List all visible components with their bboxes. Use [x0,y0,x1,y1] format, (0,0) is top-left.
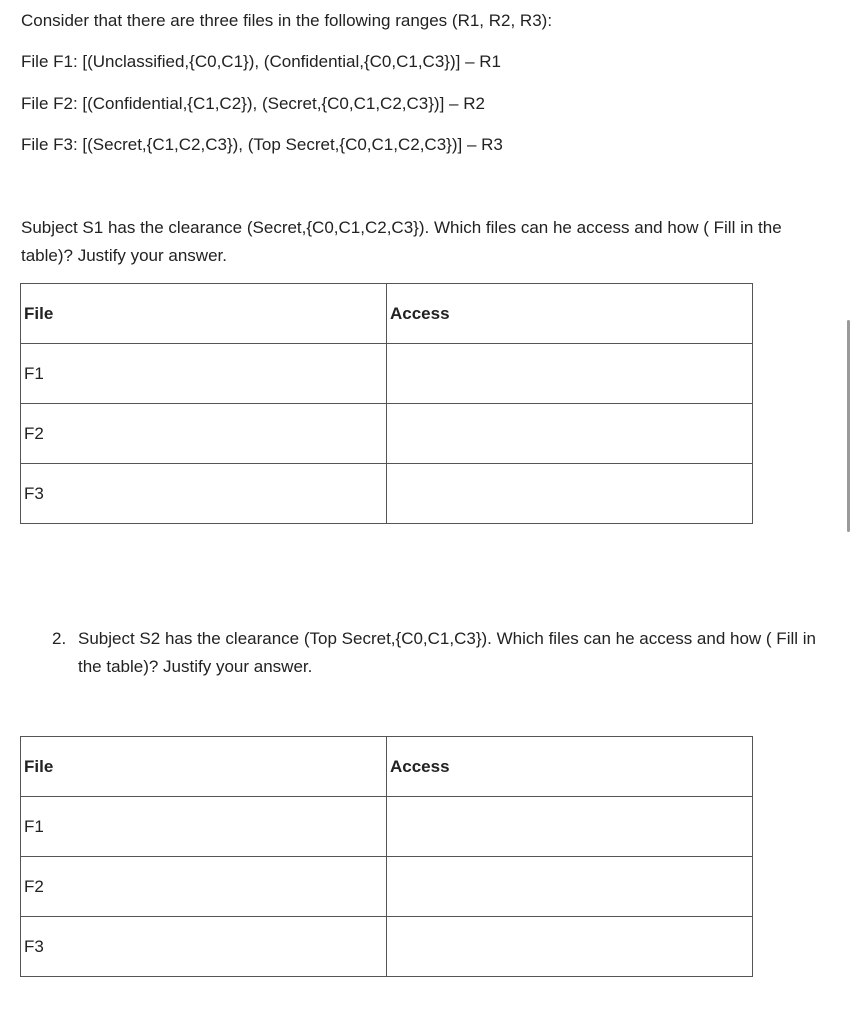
table-row [21,857,753,917]
table-row [21,917,753,977]
table-header-row [21,737,753,797]
access-cell[interactable] [387,404,753,464]
file-f2-range: File F2: [(Confidential,{C1,C2}), (Secret,{C0,C1,C2,C3})] – R2 [21,94,485,113]
file-f3-range: File F3: [(Secret,{C1,C2,C3}), (Top Secret,{C0,C1,C2,C3})] – R3 [21,135,503,154]
header-access: Access [387,737,753,797]
access-cell[interactable] [387,344,753,404]
table-row [21,404,753,464]
question-1-text: Subject S1 has the clearance (Secret,{C0,C1,C2,C3}). Which files can he access and how ( Fill in the table)? Justify your answer. [21,218,782,265]
file-cell: F1 [21,797,387,857]
file-cell: F1 [21,344,387,404]
table-row [21,464,753,524]
header-access: Access [387,284,753,344]
access-cell[interactable] [387,797,753,857]
vertical-scrollbar[interactable] [847,320,850,532]
answer-table-s1 [20,283,753,524]
question-2-number: 2. [52,629,67,648]
question-2 [52,625,832,681]
access-cell[interactable] [387,917,753,977]
table-row [21,797,753,857]
header-file: File [21,284,387,344]
access-cell[interactable] [387,464,753,524]
file-cell: F2 [21,404,387,464]
table-row [21,344,753,404]
file-cell: F3 [21,917,387,977]
intro-text: Consider that there are three files in the following ranges (R1, R2, R3): [21,11,553,30]
table-header-row [21,284,753,344]
file-f1-range: File F1: [(Unclassified,{C0,C1}), (Confidential,{C0,C1,C3})] – R1 [21,52,501,71]
file-cell: F2 [21,857,387,917]
file-cell: F3 [21,464,387,524]
question-2-text: Subject S2 has the clearance (Top Secret,{C0,C1,C3}). Which files can he access and how ( Fill in the table)? Justify your answer. [78,629,816,676]
access-cell[interactable] [387,857,753,917]
answer-table-s2 [20,736,753,977]
header-file: File [21,737,387,797]
